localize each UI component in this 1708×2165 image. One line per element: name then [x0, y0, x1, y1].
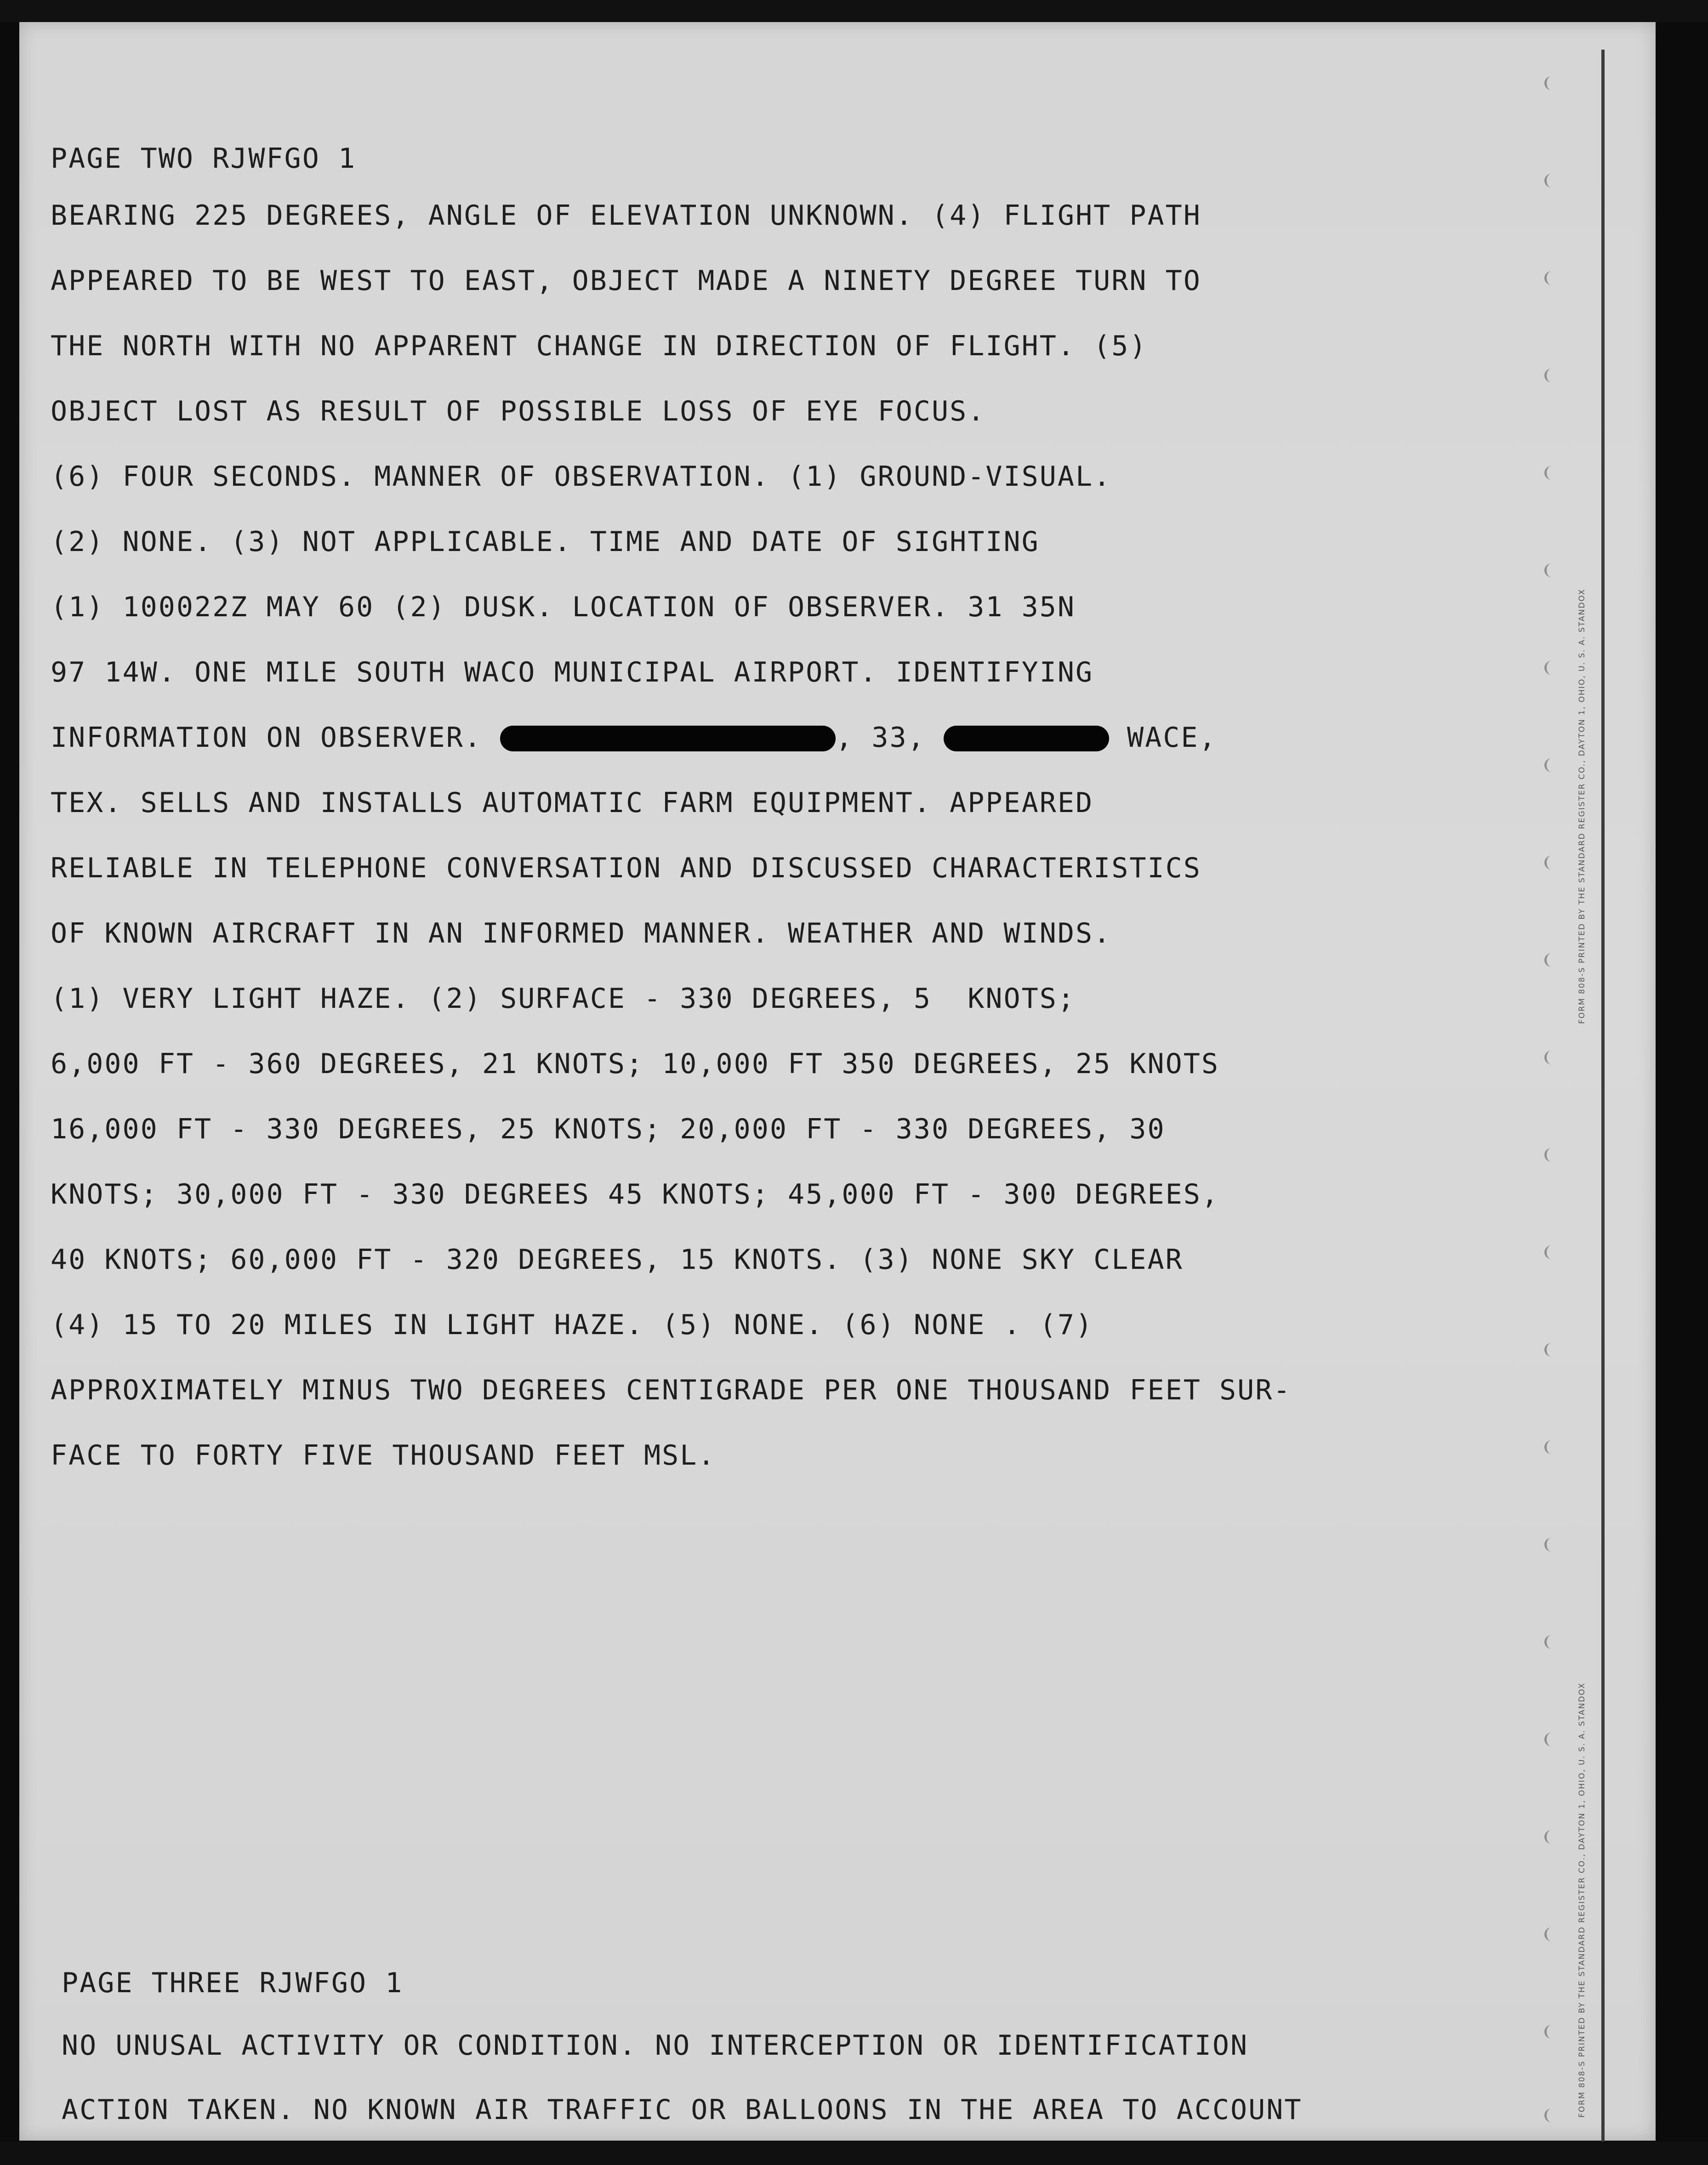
text-line: (4) 15 TO 20 MILES IN LIGHT HAZE. (5) NONE. (6) NONE . (7) [51, 1309, 1094, 1341]
feed-hole [1544, 563, 1559, 577]
text-line: (6) FOUR SECONDS. MANNER OF OBSERVATION. (1) GROUND-VISUAL. [51, 460, 1112, 493]
page-three-section [62, 1967, 1303, 2128]
text-line: RELIABLE IN TELEPHONE CONVERSATION AND DISCUSSED CHARACTERISTICS [51, 852, 1201, 884]
pin-feed-strip [1536, 50, 1600, 2150]
feed-hole [1544, 758, 1559, 772]
feed-hole [1544, 661, 1559, 675]
feed-hole [1544, 1148, 1559, 1162]
text-line: APPROXIMATELY MINUS TWO DEGREES CENTIGRADE PER ONE THOUSAND FEET SUR- [51, 1374, 1292, 1406]
feed-hole [1544, 1635, 1559, 1649]
text-line: OF KNOWN AIRCRAFT IN AN INFORMED MANNER. WEATHER AND WINDS. [51, 917, 1112, 949]
observer-prefix: INFORMATION ON OBSERVER. [51, 722, 501, 754]
teletype-page [19, 22, 1656, 2141]
text-line: 6,000 FT - 360 DEGREES, 21 KNOTS; 10,000 FT 350 DEGREES, 25 KNOTS [51, 1048, 1219, 1080]
observer-city: WACE, [1109, 722, 1217, 754]
text-line: (1) VERY LIGHT HAZE. (2) SURFACE - 330 DEGREES, 5 KNOTS; [51, 983, 1076, 1015]
feed-hole [1544, 1051, 1559, 1064]
feed-hole [1544, 1830, 1559, 1844]
text-line: FACE TO FORTY FIVE THOUSAND FEET MSL. [51, 1439, 716, 1472]
feed-hole [1544, 1245, 1559, 1259]
feed-hole [1544, 174, 1559, 188]
observer-info-line [51, 722, 1217, 754]
text-line: APPEARED TO BE WEST TO EAST, OBJECT MADE A NINETY DEGREE TURN TO [51, 265, 1201, 297]
feed-hole [1544, 953, 1559, 967]
scan-bottom-border [0, 2142, 1708, 2165]
feed-hole [1544, 271, 1559, 285]
form-imprint-upper: FORM 808-S PRINTED BY THE STANDARD REGISTER CO., DAYTON 1, OHIO, U. S. A. STANDOX [1577, 588, 1587, 1024]
text-line: TEX. SELLS AND INSTALLS AUTOMATIC FARM EQUIPMENT. APPEARED [51, 787, 1094, 819]
text-line: KNOTS; 30,000 FT - 330 DEGREES 45 KNOTS; 45,000 FT - 300 DEGREES, [51, 1178, 1219, 1210]
page-two-header: PAGE TWO RJWFGO 1 [51, 142, 357, 175]
text-line: THE NORTH WITH NO APPARENT CHANGE IN DIRECTION OF FLIGHT. (5) [51, 330, 1148, 362]
feed-hole [1544, 369, 1559, 382]
feed-hole [1544, 1538, 1559, 1551]
feed-hole [1544, 1440, 1559, 1454]
redacted-address [944, 726, 1109, 751]
feed-hole [1544, 2025, 1559, 2039]
text-line: NO UNUSAL ACTIVITY OR CONDITION. NO INTERCEPTION OR IDENTIFICATION [62, 2029, 1249, 2062]
text-line: (2) NONE. (3) NOT APPLICABLE. TIME AND DATE OF SIGHTING [51, 526, 1040, 558]
feed-hole [1544, 1927, 1559, 1941]
feed-hole [1544, 856, 1559, 869]
text-line: ACTION TAKEN. NO KNOWN AIR TRAFFIC OR BALLOONS IN THE AREA TO ACCOUNT [62, 2094, 1303, 2126]
margin-rule [1601, 50, 1605, 2150]
form-imprint-lower: FORM 808-S PRINTED BY THE STANDARD REGISTER CO., DAYTON 1, OHIO, U. S. A. STANDOX [1577, 1682, 1587, 2118]
observer-age: , 33, [836, 722, 944, 754]
text-line: 40 KNOTS; 60,000 FT - 320 DEGREES, 15 KNOTS. (3) NONE SKY CLEAR [51, 1244, 1184, 1276]
text-line: 97 14W. ONE MILE SOUTH WACO MUNICIPAL AIRPORT. IDENTIFYING [51, 656, 1094, 688]
text-line: (1) 100022Z MAY 60 (2) DUSK. LOCATION OF OBSERVER. 31 35N [51, 591, 1076, 623]
text-line: BEARING 225 DEGREES, ANGLE OF ELEVATION UNKNOWN. (4) FLIGHT PATH [51, 199, 1201, 232]
feed-hole [1544, 2108, 1559, 2122]
scan-top-border [0, 0, 1708, 22]
feed-hole [1544, 1733, 1559, 1746]
text-line: 16,000 FT - 330 DEGREES, 25 KNOTS; 20,000 FT - 330 DEGREES, 30 [51, 1113, 1166, 1145]
feed-hole [1544, 466, 1559, 480]
page-two-section [51, 142, 1292, 1472]
text-line: OBJECT LOST AS RESULT OF POSSIBLE LOSS OF EYE FOCUS. [51, 395, 986, 427]
feed-hole [1544, 76, 1559, 90]
redacted-name [500, 726, 836, 751]
feed-hole [1544, 1343, 1559, 1357]
page-three-header: PAGE THREE RJWFGO 1 [62, 1967, 404, 1999]
